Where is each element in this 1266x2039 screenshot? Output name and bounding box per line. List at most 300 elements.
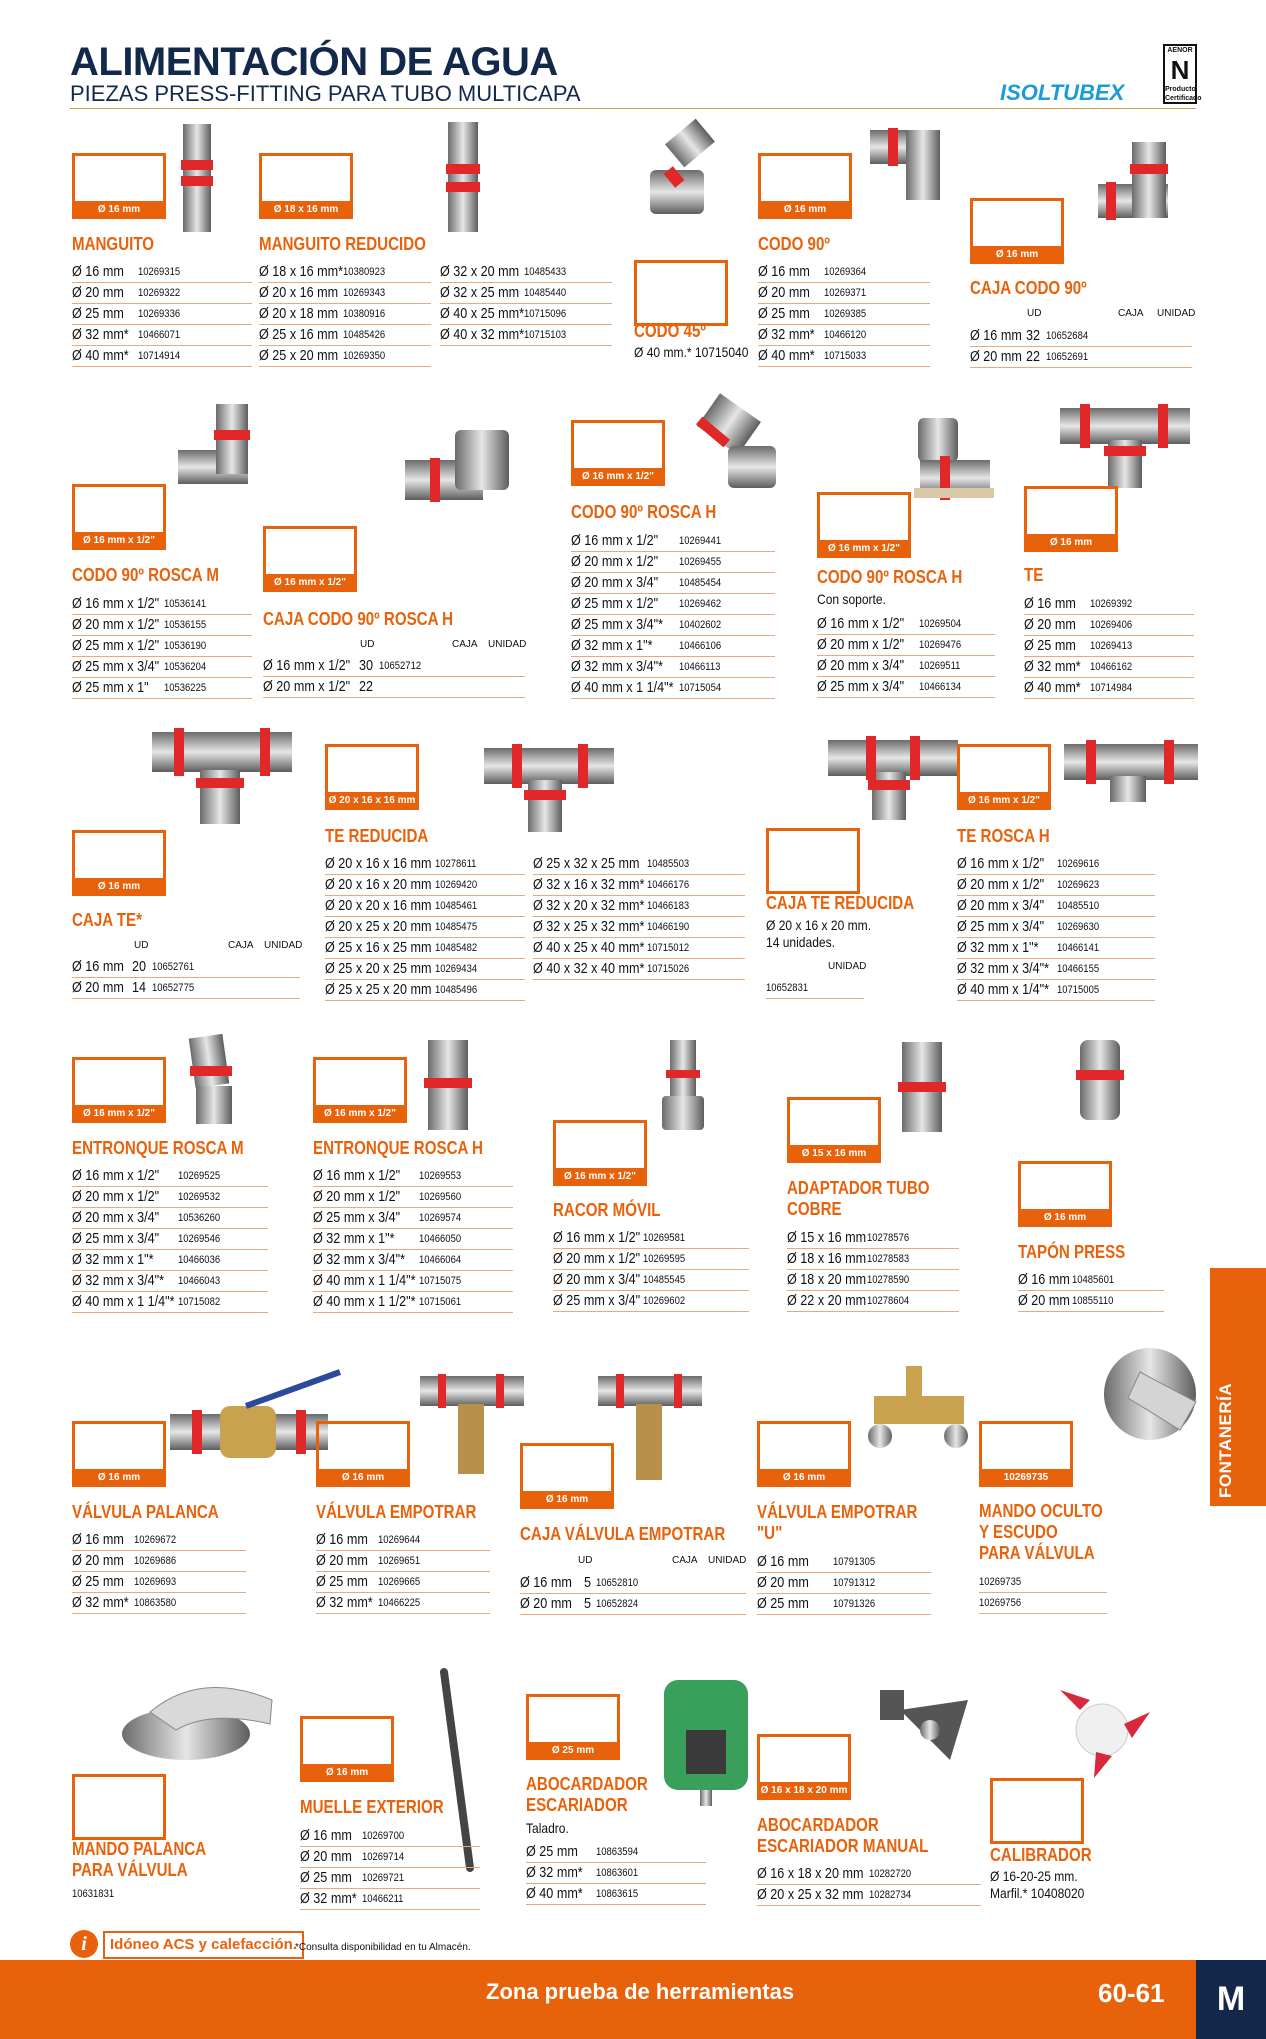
table-row — [957, 875, 1155, 896]
size-callout-label: Ø 16 mm — [300, 1764, 394, 1782]
table-row — [259, 283, 431, 304]
row-code: 10269546 — [178, 1233, 221, 1245]
row-size: Ø 25 mm — [316, 1573, 368, 1590]
row-size: Ø 40 mm x 1 1/4"* — [571, 679, 674, 696]
row-size: Ø 22 x 20 mm — [787, 1292, 867, 1309]
table-row — [440, 283, 612, 304]
product-table — [758, 262, 930, 367]
row-code: 10485440 — [524, 287, 567, 299]
product-title-line-3: PARA VÁLVULA — [979, 1543, 1095, 1563]
product-table — [520, 1573, 746, 1615]
row-size: Ø 20 mm — [970, 348, 1022, 365]
row-size: Ø 25 mm — [758, 305, 810, 322]
row-code: 10485454 — [679, 577, 722, 589]
column-header: UNIDAD — [828, 961, 867, 972]
product-title: CODO 90º — [758, 234, 830, 254]
row-code: 10485475 — [435, 921, 478, 933]
table-row — [553, 1249, 749, 1270]
product-note: Ø 16-20-25 mm. — [990, 1868, 1078, 1884]
cert-mark: N — [1170, 55, 1190, 85]
size-callout-box — [634, 260, 728, 326]
row-size: Ø 40 mm* — [526, 1885, 583, 1902]
size-callout-box — [313, 1057, 407, 1123]
table-row — [325, 854, 525, 875]
row-code: 10536204 — [164, 661, 207, 673]
row-size: Ø 16 mm — [757, 1553, 809, 1570]
elbow-male-thread-photo — [178, 404, 250, 484]
size-callout-box — [817, 492, 911, 558]
row-size: Ø 20 x 16 x 20 mm — [325, 876, 432, 893]
row-code: 10466064 — [419, 1254, 462, 1266]
row-size: Ø 40 x 25 mm* — [440, 305, 525, 322]
size-callout-box — [757, 1734, 851, 1800]
row-code: 10536225 — [164, 682, 207, 694]
row-size: Ø 25 mm x 3/4" — [72, 658, 160, 675]
row-code: 10269553 — [419, 1170, 462, 1182]
table-row — [526, 1884, 706, 1905]
table-row — [533, 938, 745, 959]
table-row — [300, 1847, 480, 1868]
size-callout-box — [520, 1443, 614, 1509]
row-box-qty: 5 — [584, 1574, 592, 1591]
size-callout-box — [72, 1774, 166, 1840]
row-code: 10466043 — [178, 1275, 221, 1287]
row-size: Ø 16 mm — [316, 1531, 368, 1548]
female-adapter-photo — [424, 1040, 472, 1130]
row-size: Ø 20 mm x 3/4" — [817, 657, 905, 674]
row-code: 10855110 — [1072, 1295, 1114, 1307]
product-title: RACOR MÓVIL — [553, 1200, 661, 1220]
row-size: Ø 32 mm x 1"* — [571, 637, 653, 654]
table-row — [72, 1229, 268, 1250]
table-row — [526, 1842, 706, 1863]
row-size: Ø 20 x 16 mm — [259, 284, 339, 301]
row-size: Ø 40 mm* — [72, 347, 129, 364]
row-size: Ø 32 mm* — [526, 1864, 583, 1881]
row-size: Ø 16 mm x 1/2" — [817, 615, 905, 632]
row-code: 10791326 — [833, 1598, 876, 1610]
row-size: Ø 40 mm* — [758, 347, 815, 364]
row-code: 10269504 — [919, 618, 962, 630]
table-row — [72, 262, 252, 283]
row-box-qty: 5 — [584, 1595, 592, 1612]
table-row — [533, 896, 745, 917]
row-code: 10380916 — [343, 308, 386, 320]
row-code: 10269364 — [824, 266, 867, 278]
row-code: 10269700 — [362, 1830, 405, 1842]
size-callout-label: Ø 25 mm — [526, 1742, 620, 1760]
table-row — [957, 938, 1155, 959]
row-code: 10269665 — [378, 1576, 421, 1588]
size-callout-label: Ø 16 mm — [72, 1469, 166, 1487]
size-callout-label: Ø 16 mm — [72, 878, 166, 896]
product-title-line-2: ESCARIADOR MANUAL — [757, 1836, 929, 1856]
product-table — [316, 1530, 490, 1614]
info-badge: Idóneo ACS y calefacción. — [103, 1931, 304, 1959]
table-row — [72, 957, 300, 978]
table-row — [72, 1250, 268, 1271]
row-code: 10652761 — [152, 961, 195, 973]
info-icon: i — [70, 1930, 98, 1958]
table-row — [263, 656, 525, 677]
table-row — [571, 573, 775, 594]
row-size: Ø 20 mm — [1024, 616, 1076, 633]
table-row — [970, 326, 1192, 347]
size-callout-label: Ø 16 mm x 1/2" — [957, 792, 1051, 810]
size-callout-label: Ø 20 x 16 x 16 mm — [325, 792, 419, 810]
row-code: 10269574 — [419, 1212, 462, 1224]
table-row — [72, 346, 252, 367]
product-title: CAJA TE REDUCIDA — [766, 893, 915, 913]
row-box-qty: 22 — [359, 678, 374, 695]
row-code: 10269315 — [138, 266, 181, 278]
product-title: CAJA VÁLVULA EMPOTRAR — [520, 1524, 726, 1544]
row-size: Ø 25 mm x 3/4" — [957, 918, 1045, 935]
elbow-90-female-thread-photo — [696, 393, 776, 488]
row-code: 10466162 — [1090, 661, 1133, 673]
table-row — [72, 1271, 268, 1292]
table-row — [72, 636, 252, 657]
table-row — [440, 325, 612, 346]
product-title: CAJA TE* — [72, 910, 143, 930]
row-size: Ø 16 x 18 x 20 mm — [757, 1865, 864, 1882]
size-callout-box — [970, 198, 1064, 264]
row-code: 10715082 — [178, 1296, 221, 1308]
row-code: 10269420 — [435, 879, 478, 891]
row-size: Ø 18 x 20 mm — [787, 1271, 867, 1288]
row-size: Ø 20 mm x 3/4" — [957, 897, 1045, 914]
row-code: 10269462 — [679, 598, 722, 610]
product-title: CODO 45º — [634, 321, 706, 341]
row-size: Ø 20 mm x 1/2" — [313, 1188, 401, 1205]
reducing-tee-photo — [484, 744, 614, 832]
row-code: 10269623 — [1057, 879, 1100, 891]
size-callout-box — [72, 153, 166, 219]
table-row — [316, 1530, 490, 1551]
row-size: Ø 25 mm x 3/4" — [313, 1209, 401, 1226]
product-title: MANGUITO REDUCIDO — [259, 234, 426, 254]
size-callout-label: Ø 16 mm — [757, 1469, 851, 1487]
row-size: Ø 25 x 32 x 25 mm — [533, 855, 640, 872]
page-subtitle: PIEZAS PRESS-FITTING PARA TUBO MULTICAPA — [70, 81, 581, 106]
table-row — [325, 875, 525, 896]
column-header: UD — [578, 1555, 593, 1566]
row-code: 10278583 — [867, 1253, 910, 1265]
section-tab-label: FONTANERÍA — [1216, 1382, 1235, 1498]
row-code: 10269434 — [435, 963, 478, 975]
row-size: Ø 25 x 16 mm — [259, 326, 339, 343]
row-code: 10278611 — [435, 858, 477, 870]
row-code: 10466155 — [1057, 963, 1100, 975]
copper-adapter-photo — [898, 1042, 946, 1132]
row-code: 10278604 — [867, 1295, 910, 1307]
size-callout-box — [316, 1421, 410, 1487]
size-callout-box — [325, 744, 419, 810]
row-code: 10863601 — [596, 1867, 639, 1879]
table-row — [757, 1885, 981, 1906]
row-size: Ø 25 x 16 x 25 mm — [325, 939, 432, 956]
size-callout-label: Ø 16 mm — [758, 201, 852, 219]
table-row — [316, 1551, 490, 1572]
lever-handle-photo — [122, 1688, 272, 1761]
table-row — [957, 896, 1155, 917]
reamer-drill-photo — [664, 1680, 748, 1806]
product-table-continued — [533, 854, 745, 980]
table-row — [757, 1552, 931, 1573]
table-row — [72, 678, 252, 699]
row-code: 10269392 — [1090, 598, 1133, 610]
row-code: 10269406 — [1090, 619, 1133, 631]
row-size: Ø 20 mm x 1/2" — [817, 636, 905, 653]
table-row — [325, 896, 525, 917]
row-size: Ø 32 mm x 3/4"* — [72, 1272, 165, 1289]
product-table — [979, 1572, 1107, 1614]
row-size: Ø 32 x 16 x 32 mm* — [533, 876, 645, 893]
row-code: 10715012 — [647, 942, 690, 954]
table-row — [957, 854, 1155, 875]
product-title: MANGUITO — [72, 234, 155, 254]
product-title: MANDO PALANCA — [72, 1839, 207, 1859]
table-row — [300, 1868, 480, 1889]
row-code: 10485461 — [435, 900, 478, 912]
table-row — [313, 1292, 513, 1313]
table-row — [553, 1291, 749, 1312]
manual-reamer-photo — [880, 1690, 968, 1760]
size-callout-label: 10269735 — [979, 1469, 1073, 1487]
row-size: Ø 20 mm — [758, 284, 810, 301]
column-header: CAJA — [228, 940, 254, 951]
row-size: Ø 16 mm — [72, 958, 124, 975]
row-code: 10485496 — [435, 984, 478, 996]
column-header: UNIDAD — [488, 639, 527, 650]
row-code: 10269602 — [643, 1295, 686, 1307]
footer-bar — [0, 1960, 1196, 2039]
table-row — [313, 1208, 513, 1229]
row-code: 10269511 — [919, 660, 961, 672]
row-size: Ø 32 mm* — [1024, 658, 1081, 675]
size-callout-label: Ø 16 x 18 x 20 mm — [757, 1782, 851, 1800]
size-callout-box — [787, 1097, 881, 1163]
row-size: Ø 20 mm — [1018, 1292, 1070, 1309]
lever-valve-photo — [170, 1372, 340, 1458]
row-code: 10269651 — [378, 1555, 421, 1567]
row-size: Ø 16 mm — [1024, 595, 1076, 612]
table-row — [440, 262, 612, 283]
row-size: Ø 20 mm — [520, 1595, 572, 1612]
product-note: Con soporte. — [817, 591, 886, 607]
row-code: 10269721 — [362, 1872, 405, 1884]
table-row — [300, 1889, 480, 1910]
table-row — [259, 325, 431, 346]
product-table — [325, 854, 525, 1001]
table-row — [325, 938, 525, 959]
row-size: Ø 32 x 25 mm — [440, 284, 520, 301]
row-code: 10269350 — [343, 350, 386, 362]
table-row — [520, 1594, 746, 1615]
column-header: UNIDAD — [708, 1555, 747, 1566]
row-size: Ø 40 mm x 1 1/4"* — [72, 1293, 175, 1310]
row-size: Ø 32 mm* — [758, 326, 815, 343]
row-code: 10269616 — [1057, 858, 1100, 870]
row-code: 10652691 — [1046, 351, 1089, 363]
size-callout-label: Ø 16 mm x 1/2" — [72, 1105, 166, 1123]
reducing-tee-box-photo — [828, 736, 958, 820]
table-row — [263, 677, 525, 698]
column-header: UD — [134, 940, 149, 951]
table-row — [72, 594, 252, 615]
row-code: 10269476 — [919, 639, 962, 651]
product-title: VÁLVULA PALANCA — [72, 1502, 219, 1522]
row-code: 10652831 — [766, 982, 809, 994]
table-row — [72, 1572, 246, 1593]
elbow-45-photo — [650, 119, 715, 214]
row-size: Ø 25 x 20 x 25 mm — [325, 960, 432, 977]
row-code: 10863615 — [596, 1888, 639, 1900]
product-title-line-2: PARA VÁLVULA — [72, 1860, 188, 1880]
table-row — [72, 615, 252, 636]
wall-plate-elbow-photo — [914, 418, 994, 500]
row-code: 10863594 — [596, 1846, 639, 1858]
row-size: Ø 20 mm — [72, 284, 124, 301]
table-row — [72, 1166, 268, 1187]
product-title-line-2: COBRE — [787, 1199, 842, 1219]
row-size: Ø 32 mm* — [72, 326, 129, 343]
product-table — [72, 1166, 268, 1313]
row-size: Ø 20 x 16 x 16 mm — [325, 855, 432, 872]
product-title: CALIBRADOR — [990, 1845, 1092, 1865]
row-code: 10380923 — [343, 266, 386, 278]
row-code: 10269336 — [138, 308, 181, 320]
table-row — [817, 635, 995, 656]
product-title: ABOCARDADOR — [526, 1774, 648, 1794]
row-code: 10278590 — [867, 1274, 910, 1286]
product-title-line-2: Y ESCUDO — [979, 1522, 1058, 1542]
size-callout-box — [571, 420, 665, 486]
product-title: ABOCARDADOR — [757, 1815, 879, 1835]
table-row — [325, 917, 525, 938]
row-size: Ø 16 mm — [1018, 1271, 1070, 1288]
size-callout-box — [979, 1421, 1073, 1487]
product-table — [1018, 1270, 1164, 1312]
row-code: 10402602 — [679, 619, 722, 631]
size-callout-label: Ø 16 mm x 1/2" — [72, 532, 166, 550]
row-size: Ø 25 x 25 x 20 mm — [325, 981, 432, 998]
row-code: 10269714 — [362, 1851, 405, 1863]
row-size: Ø 40 mm x 1/4"* — [957, 981, 1050, 998]
table-row — [533, 875, 745, 896]
table-row — [313, 1250, 513, 1271]
table-row — [1024, 594, 1194, 615]
row-size: Ø 20 mm — [757, 1574, 809, 1591]
row-code: 10466183 — [647, 900, 690, 912]
row-size: Ø 20 x 25 x 32 mm — [757, 1886, 864, 1903]
size-callout-label: Ø 16 mm — [970, 246, 1064, 264]
row-code: 10485601 — [1072, 1274, 1115, 1286]
row-size: Ø 16 mm — [970, 327, 1022, 344]
row-size: Ø 32 x 25 x 32 mm* — [533, 918, 645, 935]
row-code: 10715096 — [524, 308, 567, 320]
table-row — [72, 978, 300, 999]
product-table — [757, 1864, 981, 1906]
cert-top: AENOR — [1167, 47, 1193, 54]
table-row — [817, 614, 995, 635]
row-box-qty: 20 — [132, 958, 147, 975]
product-title: VÁLVULA EMPOTRAR — [757, 1502, 918, 1522]
table-row — [957, 917, 1155, 938]
row-box-qty: 32 — [1026, 327, 1041, 344]
row-size: Ø 16 mm — [520, 1574, 572, 1591]
table-row — [72, 304, 252, 325]
row-size: Ø 32 mm x 3/4"* — [313, 1251, 406, 1268]
row-code: 10652775 — [152, 982, 195, 994]
row-code: 10269441 — [679, 535, 722, 547]
row-size: Ø 25 mm — [72, 305, 124, 322]
row-code: 10466225 — [378, 1597, 421, 1609]
table-row — [553, 1228, 749, 1249]
size-callout-label: Ø 16 mm x 1/2" — [553, 1168, 647, 1186]
row-code: 10466190 — [647, 921, 690, 933]
row-size: Ø 32 mm* — [72, 1594, 129, 1611]
row-size: Ø 16 mm x 1/2" — [571, 532, 659, 549]
size-callout-box — [990, 1778, 1084, 1844]
row-code: 10269595 — [643, 1253, 686, 1265]
table-row — [72, 657, 252, 678]
elbow-90-photo — [870, 128, 940, 200]
row-size: Ø 20 x 20 x 16 mm — [325, 897, 432, 914]
product-note: 10631831 — [72, 1888, 115, 1900]
row-size: Ø 25 mm — [72, 1573, 124, 1590]
row-size: Ø 20 mm x 3/4" — [72, 1209, 160, 1226]
table-row — [72, 1551, 246, 1572]
row-code: 10485433 — [524, 266, 567, 278]
row-size: Ø 25 mm x 3/4" — [72, 1230, 160, 1247]
table-row — [571, 657, 775, 678]
size-callout-box — [957, 744, 1051, 810]
table-row — [957, 959, 1155, 980]
product-table — [787, 1228, 959, 1312]
table-row — [1018, 1270, 1164, 1291]
product-table — [72, 957, 300, 999]
table-row — [316, 1593, 490, 1614]
row-size: Ø 20 mm — [316, 1552, 368, 1569]
table-row — [526, 1863, 706, 1884]
row-size: Ø 16 mm x 1/2" — [553, 1229, 641, 1246]
size-callout-label: Ø 18 x 16 mm — [259, 201, 353, 219]
row-code: 10714914 — [138, 350, 181, 362]
table-row — [72, 1530, 246, 1551]
table-row — [757, 1573, 931, 1594]
table-row — [259, 262, 431, 283]
table-row — [325, 980, 525, 1001]
column-header: CAJA — [1118, 308, 1144, 319]
row-size: Ø 32 x 20 x 32 mm* — [533, 897, 645, 914]
row-code: 10485426 — [343, 329, 386, 341]
size-callout-box — [259, 153, 353, 219]
table-row — [520, 1573, 746, 1594]
row-size: Ø 40 mm x 1 1/4"* — [313, 1272, 416, 1289]
table-row — [758, 262, 930, 283]
product-title-line-2: "U" — [757, 1523, 783, 1543]
row-size: Ø 20 mm x 3/4" — [571, 574, 659, 591]
row-code: 10536190 — [164, 640, 207, 652]
row-code: 10536141 — [164, 598, 207, 610]
row-size: Ø 20 mm x 1/2" — [553, 1250, 641, 1267]
row-code: 10791305 — [833, 1556, 876, 1568]
cert-bottom: Producto Certificado — [1165, 86, 1202, 102]
size-callout-box — [757, 1421, 851, 1487]
table-row — [72, 325, 252, 346]
row-code: 10269756 — [979, 1597, 1022, 1609]
